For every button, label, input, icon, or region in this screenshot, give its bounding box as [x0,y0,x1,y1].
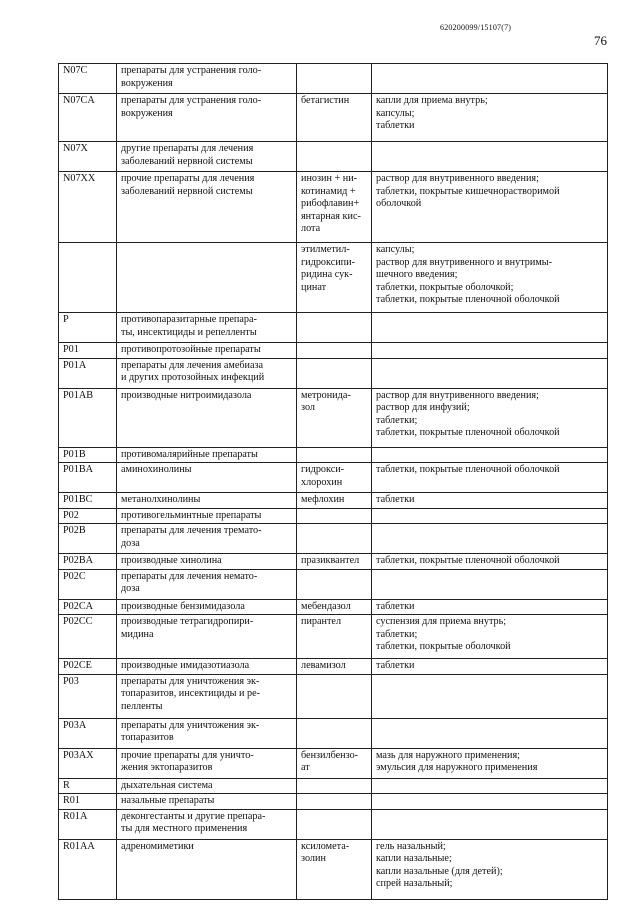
drug-name-line: бензилбензо- [301,749,359,761]
drug-name-cell [297,839,372,899]
drug-name-cell [297,463,372,493]
dosage-forms-cell [372,794,608,810]
dosage-forms-cell [372,674,608,718]
dosage-forms-cell [372,748,608,778]
table-row [59,508,608,524]
dosage-forms-cell [372,243,608,313]
atc-code-cell: P01B [59,447,117,463]
atc-code-cell: P [59,313,117,343]
name-line: доза [121,537,140,549]
name-line: ты, инсектициды и репелленты [121,326,257,338]
table-row [59,569,608,599]
dosage-form-line: таблетки [376,494,415,505]
table-row [59,718,608,748]
dosage-forms-cell [372,463,608,493]
table-row [59,748,608,778]
drug-name-cell [297,243,372,313]
dosage-forms-cell [372,508,608,524]
drug-name-cell [297,313,372,343]
atc-code-cell: P02BA [59,554,117,570]
name-line: производные тетрагидропири- [121,616,254,627]
group-name-cell [117,463,297,493]
drug-name-cell [297,554,372,570]
group-name-cell [117,794,297,810]
drug-name-cell [297,142,372,172]
drug-name-cell [297,524,372,554]
drug-name-cell [297,569,372,599]
dosage-forms-cell [372,493,608,509]
dosage-form-line: мазь для наружного применения; [376,749,521,761]
atc-code-cell: P02CA [59,599,117,615]
dosage-form-line: гель назальный; [376,840,446,852]
dosage-forms-cell [372,358,608,388]
drug-name-line: гидроксипи- [301,256,355,268]
drug-classification-table [58,63,608,900]
drug-name-line: ксиломета- [301,840,350,852]
dosage-forms-cell [372,778,608,794]
drug-name-line: рибофлавин+ [301,198,360,209]
group-name-cell [117,243,297,313]
drug-name-cell [297,794,372,810]
name-line: жения эктопаразитов [121,762,213,773]
name-line: назальные препараты [121,795,215,806]
table-row [59,674,608,718]
name-line: деконгестанты и другие препара- [121,810,266,822]
name-line: ты для местного применения [121,823,248,834]
dosage-forms-cell [372,172,608,243]
dosage-forms-cell [372,615,608,659]
drug-name-cell [297,447,372,463]
dosage-forms-cell [372,569,608,599]
dosage-form-line: капли назальные; [376,853,452,864]
atc-code-cell: P03A [59,718,117,748]
dosage-form-line: спрей назальный; [376,878,453,889]
table-row [59,554,608,570]
name-line: заболеваний нервной системы [121,155,253,167]
dosage-form-line: таблетки; [376,628,418,640]
group-name-cell [117,94,297,142]
group-name-cell [117,172,297,243]
group-name-cell [117,388,297,447]
drug-name-cell [297,599,372,615]
atc-code-cell: N07C [59,64,117,94]
atc-code-cell: P01A [59,358,117,388]
dosage-form-line: эмульсия для наружного применения [376,762,538,773]
dosage-form-line: таблетки, покрытые пленочной оболочкой [376,427,560,438]
table-row [59,839,608,899]
dosage-forms-cell [372,142,608,172]
atc-code-cell [59,243,117,313]
name-line: производные имидазотиазола [121,660,250,671]
atc-code-cell: P03AX [59,748,117,778]
name-line: другие препараты для лечения [121,143,254,154]
dosage-form-line: раствор для внутривенного введения; [376,173,539,184]
name-line: противопаразитарные препара- [121,314,257,325]
dosage-form-line: капли для приема внутрь; [376,95,488,106]
dosage-form-line: оболочкой [376,198,422,209]
name-line: мидина [121,628,154,640]
dosage-form-line: таблетки, покрытые оболочкой [376,641,511,652]
dosage-forms-cell [372,447,608,463]
name-line: производные нитроимидазола [121,389,252,401]
name-line: адреномиметики [121,840,194,852]
table-row [59,794,608,810]
drug-name-cell [297,94,372,142]
name-line: препараты для устранения голо- [121,65,262,76]
group-name-cell [117,447,297,463]
dosage-form-line: шечного введения; [376,269,458,280]
drug-name-cell [297,493,372,509]
table-row [59,599,608,615]
name-line: аминохинолины [121,464,192,475]
dosage-forms-cell [372,343,608,359]
table-body [59,64,608,900]
group-name-cell [117,748,297,778]
name-line: и других протозойных инфекций [121,372,265,383]
dosage-form-line: таблетки [376,660,415,671]
table-row [59,493,608,509]
group-name-cell [117,569,297,599]
dosage-forms-cell [372,599,608,615]
name-line: препараты для уничтожения эк- [121,719,260,731]
dosage-form-line: таблетки [376,600,415,612]
dosage-form-line: раствор для внутривенного и внутримы- [376,256,553,268]
group-name-cell [117,659,297,675]
drug-name-line: мебендазол [301,600,351,612]
dosage-form-line: таблетки [376,120,415,131]
dosage-form-line: таблетки, покрытые пленочной оболочкой [376,555,560,566]
atc-code-cell: P01BA [59,463,117,493]
dosage-form-line: таблетки, покрытые пленочной оболочкой [376,464,560,475]
dosage-forms-cell [372,554,608,570]
dosage-form-line: таблетки, покрытые кишечнорастворимой [376,185,560,197]
atc-code-cell: N07CA [59,94,117,142]
dosage-form-line: капсулы; [376,244,415,255]
drug-name-line: янтарная кис- [301,210,361,222]
drug-name-line: инозин + ни- [301,173,358,184]
name-line: препараты для уничтожения эк- [121,675,260,687]
drug-name-line: мефлохин [301,494,345,505]
drug-name-cell [297,343,372,359]
atc-code-cell: P02CE [59,659,117,675]
name-line: дыхательная система [121,779,213,791]
drug-name-cell [297,358,372,388]
dosage-forms-cell [372,718,608,748]
group-name-cell [117,809,297,839]
drug-name-cell [297,809,372,839]
dosage-form-line: капли назальные (для детей); [376,865,503,877]
table-row [59,94,608,142]
name-line: прочие препараты для лечения [121,173,255,184]
group-name-cell [117,64,297,94]
drug-name-cell [297,64,372,94]
document-id: 620200099/15107(7) [440,23,512,32]
table-row [59,243,608,313]
group-name-cell [117,674,297,718]
dosage-form-line: капсулы; [376,107,415,119]
name-line: производные хинолина [121,555,222,566]
name-line: вокружения [121,77,173,89]
drug-name-line: метронида- [301,389,351,401]
group-name-cell [117,599,297,615]
table-row [59,659,608,675]
atc-code-cell: R01 [59,794,117,810]
group-name-cell [117,493,297,509]
name-line: препараты для лечения амебиаза [121,359,264,371]
dosage-forms-cell [372,524,608,554]
dosage-forms-cell [372,94,608,142]
group-name-cell [117,524,297,554]
atc-code-cell: N07X [59,142,117,172]
name-line: вокружения [121,107,173,119]
name-line: доза [121,583,140,594]
drug-name-cell [297,748,372,778]
dosage-form-line: суспензия для приема внутрь; [376,616,507,627]
drug-name-cell [297,659,372,675]
group-name-cell [117,508,297,524]
name-line: топаразитов [121,732,174,743]
drug-name-line: пирантел [301,616,342,627]
group-name-cell [117,839,297,899]
name-line: производные бензимидазола [121,600,245,612]
drug-name-line: золин [301,853,326,864]
group-name-cell [117,615,297,659]
name-line: прочие препараты для уничто- [121,749,254,761]
name-line: препараты для лечения тремато- [121,525,262,536]
atc-code-cell: P02C [59,569,117,599]
dosage-form-line: раствор для внутривенного введения; [376,389,539,401]
table-row [59,524,608,554]
drug-name-line: гидрокси- [301,464,345,475]
table-row [59,142,608,172]
name-line: противопротозойные препараты [121,344,261,355]
atc-code-cell: P03 [59,674,117,718]
drug-name-line: цинат [301,281,327,293]
table-row [59,778,608,794]
atc-code-cell: P01AB [59,388,117,447]
atc-code-cell: R [59,778,117,794]
table-row [59,447,608,463]
drug-name-cell [297,674,372,718]
table-row [59,172,608,243]
atc-code-cell: P01 [59,343,117,359]
name-line: метанолхинолины [121,494,201,505]
drug-name-line: ридина сук- [301,269,353,280]
name-line: заболеваний нервной системы [121,185,253,197]
drug-name-line: ат [301,762,310,773]
dosage-forms-cell [372,64,608,94]
table-row [59,313,608,343]
dosage-form-line: таблетки, покрытые оболочкой; [376,281,514,293]
table-row [59,358,608,388]
table-row [59,64,608,94]
table-row [59,388,608,447]
dosage-forms-cell [372,659,608,675]
group-name-cell [117,358,297,388]
drug-name-cell [297,388,372,447]
drug-name-cell [297,508,372,524]
atc-code-cell: R01A [59,809,117,839]
atc-code-cell: P01BC [59,493,117,509]
name-line: противомалярийные препараты [121,448,258,460]
dosage-form-line: раствор для инфузий; [376,402,470,413]
drug-name-cell [297,615,372,659]
name-line: топаразитов, инсектициды и ре- [121,688,261,699]
name-line: препараты для лечения немато- [121,570,258,582]
atc-code-cell: P02 [59,508,117,524]
name-line: противогельминтные препараты [121,509,262,521]
page-number: 76 [594,33,607,48]
atc-code-cell: R01AA [59,839,117,899]
atc-code-cell: P02CC [59,615,117,659]
dosage-forms-cell [372,839,608,899]
drug-name-line: котинамид + [301,185,356,197]
group-name-cell [117,778,297,794]
table-row [59,615,608,659]
dosage-forms-cell [372,388,608,447]
group-name-cell [117,554,297,570]
drug-name-line: левамизол [301,660,346,671]
drug-name-line: бетагистин [301,95,350,106]
group-name-cell [117,142,297,172]
group-name-cell [117,343,297,359]
name-line: препараты для устранения голо- [121,95,262,106]
drug-name-cell [297,172,372,243]
drug-name-line: лота [301,223,321,234]
drug-name-line: зол [301,402,316,413]
drug-name-line: празиквантел [301,555,360,566]
dosage-form-line: таблетки; [376,414,418,426]
drug-name-line: хлорохин [301,476,343,488]
dosage-form-line: таблетки, покрытые пленочной оболочкой [376,294,560,305]
atc-code-cell: P02B [59,524,117,554]
group-name-cell [117,313,297,343]
atc-code-cell: N07XX [59,172,117,243]
dosage-forms-cell [372,809,608,839]
table-row [59,809,608,839]
name-line: пелленты [121,700,163,712]
drug-name-line: этилметил- [301,244,350,255]
table-row [59,343,608,359]
dosage-forms-cell [372,313,608,343]
group-name-cell [117,718,297,748]
drug-name-cell [297,778,372,794]
drug-name-cell [297,718,372,748]
table-row [59,463,608,493]
